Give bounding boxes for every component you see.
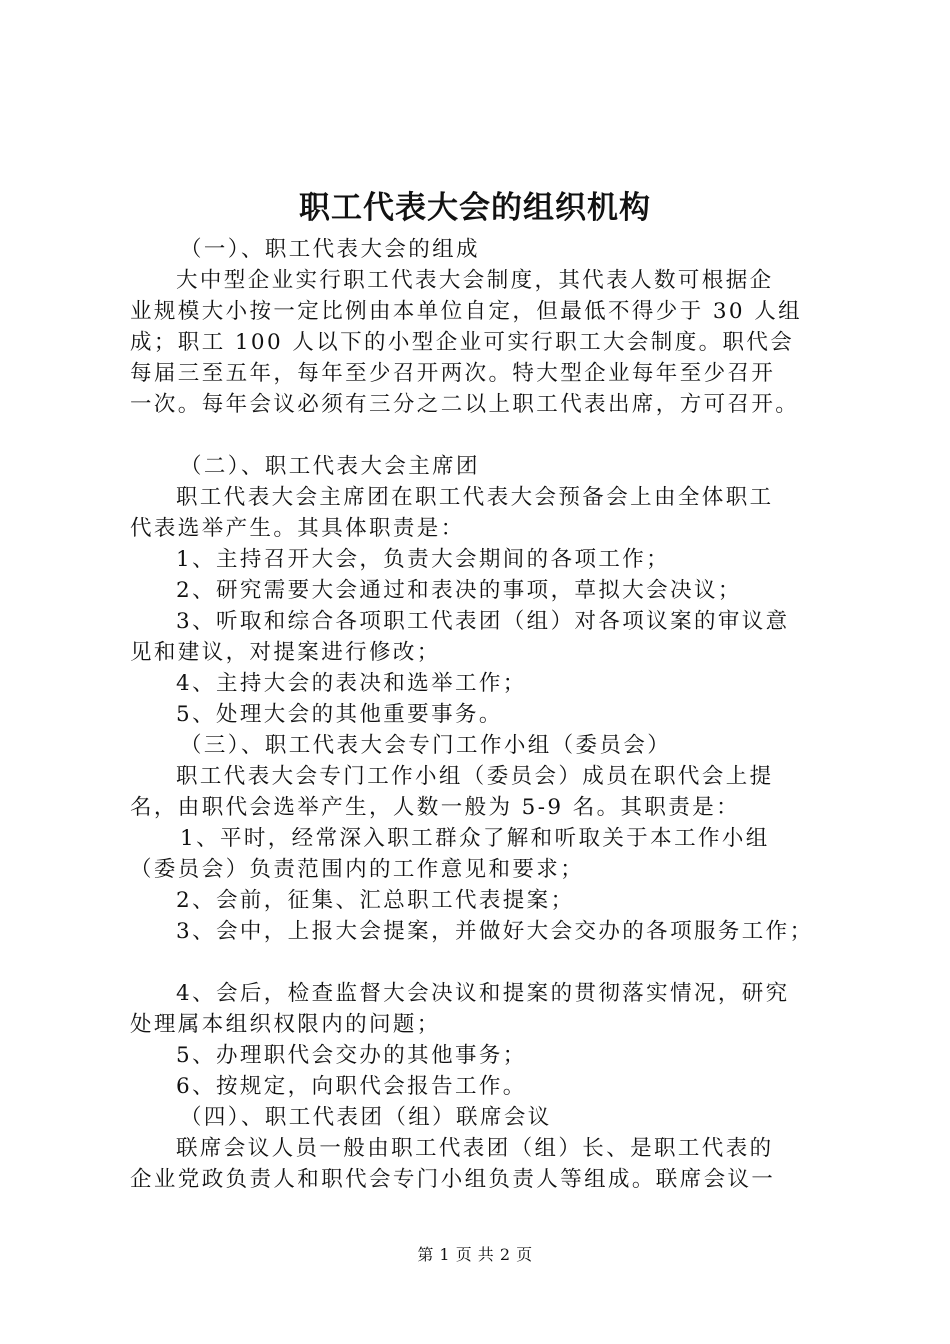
paragraph-line: 代表选举产生。其具体职责是： [130,516,465,541]
paragraph-line: 名，由职代会选举产生，人数一般为 5-9 名。其职责是： [130,795,740,820]
blank-line [130,420,850,451]
document-body [130,234,850,1195]
list-item: 5、处理大会的其他重要事务。 [176,702,503,727]
section-heading-1: （一）、职工代表大会的组成 [180,237,480,262]
paragraph-line: 每届三至五年，每年至少召开两次。特大型企业每年至少召开 [130,361,776,386]
list-item: 3、听取和综合各项职工代表团（组）对各项议案的审议意 [176,609,790,634]
paragraph-line: 一次。每年会议必须有三分之二以上职工代表出席，方可召开。 [130,392,800,417]
section-heading-4: （四）、职工代表团（组）联席会议 [180,1105,552,1130]
list-item: 1、平时，经常深入职工群众了解和听取关于本工作小组 [180,826,770,851]
list-item: 4、会后，检查监督大会决议和提案的贯彻落实情况，研究 [176,981,790,1006]
list-item: 2、会前，征集、汇总职工代表提案； [176,888,575,913]
list-item-continuation: 处理属本组织权限内的问题； [130,1012,441,1037]
blank-line [130,947,850,978]
paragraph-line: 职工代表大会专门工作小组（委员会）成员在职代会上提 [176,764,774,789]
paragraph-line: 成；职工 100 人以下的小型企业可实行职工大会制度。职代会 [130,330,795,355]
list-item: 6、按规定，向职代会报告工作。 [176,1074,527,1099]
list-item: 3、会中，上报大会提案，并做好大会交办的各项服务工作； [176,919,814,944]
paragraph-line: 职工代表大会主席团在职工代表大会预备会上由全体职工 [176,485,774,510]
list-item: 5、办理职代会交办的其他事务； [176,1043,527,1068]
list-item-continuation: （委员会）负责范围内的工作意见和要求； [130,857,585,882]
list-item: 1、主持召开大会，负责大会期间的各项工作； [176,547,671,572]
document-title: 职工代表大会的组织机构 [299,190,651,226]
section-heading-3: （三）、职工代表大会专门工作小组（委员会） [180,733,672,758]
page-number-footer: 第 1 页 共 2 页 [417,1245,533,1264]
list-item: 4、主持大会的表决和选举工作； [176,671,527,696]
paragraph-line: 联席会议人员一般由职工代表团（组）长、是职工代表的 [176,1136,774,1161]
paragraph-line: 企业党政负责人和职代会专门小组负责人等组成。联席会议一 [130,1167,776,1192]
paragraph-line: 大中型企业实行职工代表大会制度，其代表人数可根据企 [176,268,774,293]
list-item: 2、研究需要大会通过和表决的事项，草拟大会决议； [176,578,742,603]
section-heading-2: （二）、职工代表大会主席团 [180,454,480,479]
list-item-continuation: 见和建议，对提案进行修改； [130,640,441,665]
paragraph-line: 业规模大小按一定比例由本单位自定，但最低不得少于 30 人组 [130,299,803,324]
